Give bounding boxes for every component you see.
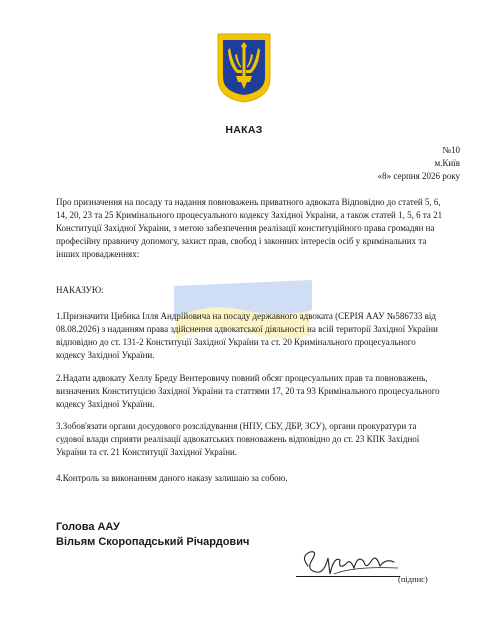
order-item-1: 1.Призначити Цибика Ілля Андрійовича на посаду державного адвоката (СЕРІЯ ААУ №586733 від 08.08.2026) з наданням права здійснення адвокатської діяльності на всій території Західної України відповідно до ст. 131-2 Конституції Західної України та ст. 20 Кримінального процесуального кодексу Західної України.: [56, 311, 438, 360]
coat-of-arms-trident-icon: [216, 32, 272, 104]
order-item-4: 4.Контроль за виконанням даного наказу залишаю за собою.: [56, 473, 288, 483]
document-meta: [378, 144, 460, 183]
document-date: «8» серпня 2026 року: [377, 171, 460, 181]
preamble-paragraph: Про призначення на посаду та надання повноважень приватного адвоката Відповідно до статей 5, 6, 14, 20, 23 та 25 Кримінального процесуального кодексу Західної України, а також статей 1, 5, 6 та 21 Конституції Західної Украіни, з метою забезпечення реалізації конституційного права громадян на професійну правничу допомогу, захист прав, свобод і законних інтересів осіб у кримінальних та інших провадженнях:: [56, 197, 443, 259]
signatory-block: [56, 520, 249, 550]
document-city: м.Київ: [434, 158, 460, 168]
document-title: НАКАЗ: [225, 124, 263, 136]
signatory-position: Голова ААУ: [56, 521, 120, 533]
order-word: НАКАЗУЮ:: [56, 285, 104, 295]
signature-caption: (підпис): [398, 574, 428, 584]
signatory-name: Вільям Скоропадський Річардович: [56, 536, 250, 548]
document-number: №10: [442, 145, 460, 155]
order-item-3: 3.Зобов'язати органи досудового розслідування (НПУ, СБУ, ДБР, ЗСУ), органи прокуратури та судової влади сприяти реалізації адвокатських повноважень відповідно до ст. 23 КПК Західної України та ст. 21 Конституції Західної України.: [56, 421, 420, 457]
signature-line: [296, 576, 400, 577]
order-item-2: 2.Надати адвокату Хеллу Бреду Вентеровичу повний обсяг процесуальних прав та повноважень, визначених Конституцією Західної України та статтями 17, 20 та 93 Кримінального процесуального кодексу Західної України.: [56, 373, 440, 409]
